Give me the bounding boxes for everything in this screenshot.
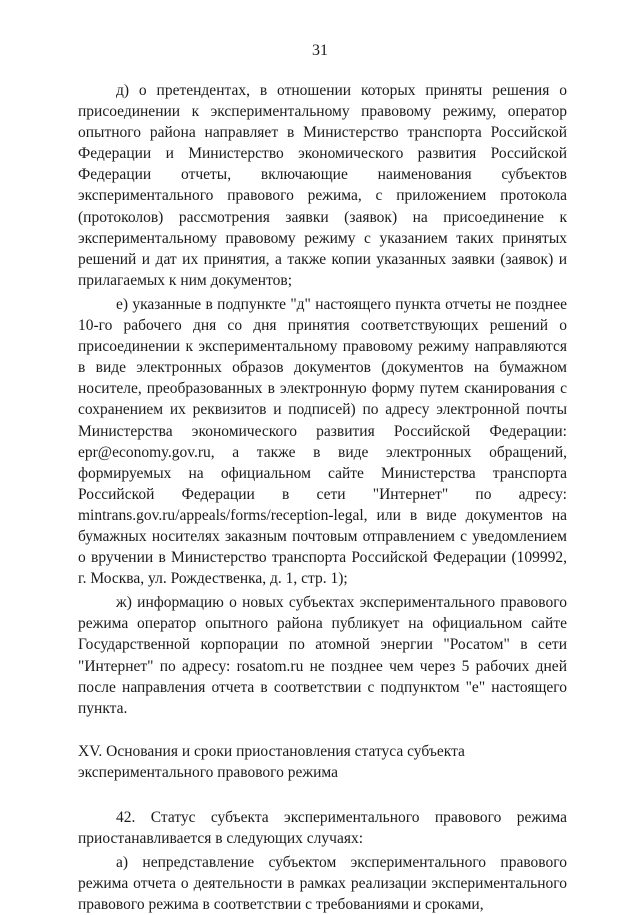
paragraph-d: д) о претендентах, в отношении которых приняты решения о присоединении к экспериментальному правовому режиму, оператор опытного района направляет в Министерство транспорта Российской Федерации и Министерство экономического развития Российской Федерации отчеты, включающие наименования субъектов экспериментального правового режима, с приложением протокола (протоколов) рассмотрения заявки (заявок) на присоединение к экспериментальному правовому режиму с указанием таких принятых решений и дат их принятия, а также копии указанных заявки (заявок) и прилагаемых к ним документов; (78, 82, 567, 289)
section-heading-line-2: экспериментального правового режима (78, 763, 338, 781)
page-number: 31 (312, 42, 328, 59)
paragraph-zh: ж) информацию о новых субъектах экспериментального правового режима оператор опытного района публикует на официальном сайте Государственной корпорации по атомной энергии "Росатом" в сети "Интернет" по адресу: rosatom.ru не позднее чем через 5 рабочих дней после направления отчета в соответствии с подпунктом "е" настоящего пункта. (78, 594, 567, 717)
paragraph-a: а) непредставление субъектом экспериментального правового режима отчета о деятельности в рамках реализации экспериментального правового режима в соответствии с требованиями и сроками, (78, 854, 567, 914)
paragraph-e: е) указанные в подпункте "д" настоящего пункта отчеты не позднее 10-го рабочего дня со дня принятия соответствующих решений о присоединении к экспериментальному правовому режиму направляются в виде электронных образов документов (документов на бумажном носителе, преобразованных в электронную форму путем сканирования с сохранением их реквизитов и подписей) по адресу электронной почты Министерства экономического развития Российской Федерации: epr@economy.gov.ru, а также в виде электронных обращений, формируемых на официальном сайте Министерства транспорта Российской Федерации в сети "Интернет" по адресу: mintrans.gov.ru/appeals/forms/reception-legal, или в виде документов на бумажных носителях заказным почтовым отправлением с уведомлением о вручении в Министерство транспорта Российской Федерации (109992, г. Москва, ул. Рождественка, д. 1, стр. 1); (78, 295, 567, 588)
section-heading-line-1: XV. Основания и сроки приостановления статуса субъекта (78, 742, 465, 760)
section-heading (78, 741, 567, 783)
document-body (78, 80, 567, 915)
paragraph-42: 42. Статус субъекта экспериментального правового режима приостанавливается в следующих случаях: (78, 809, 567, 848)
